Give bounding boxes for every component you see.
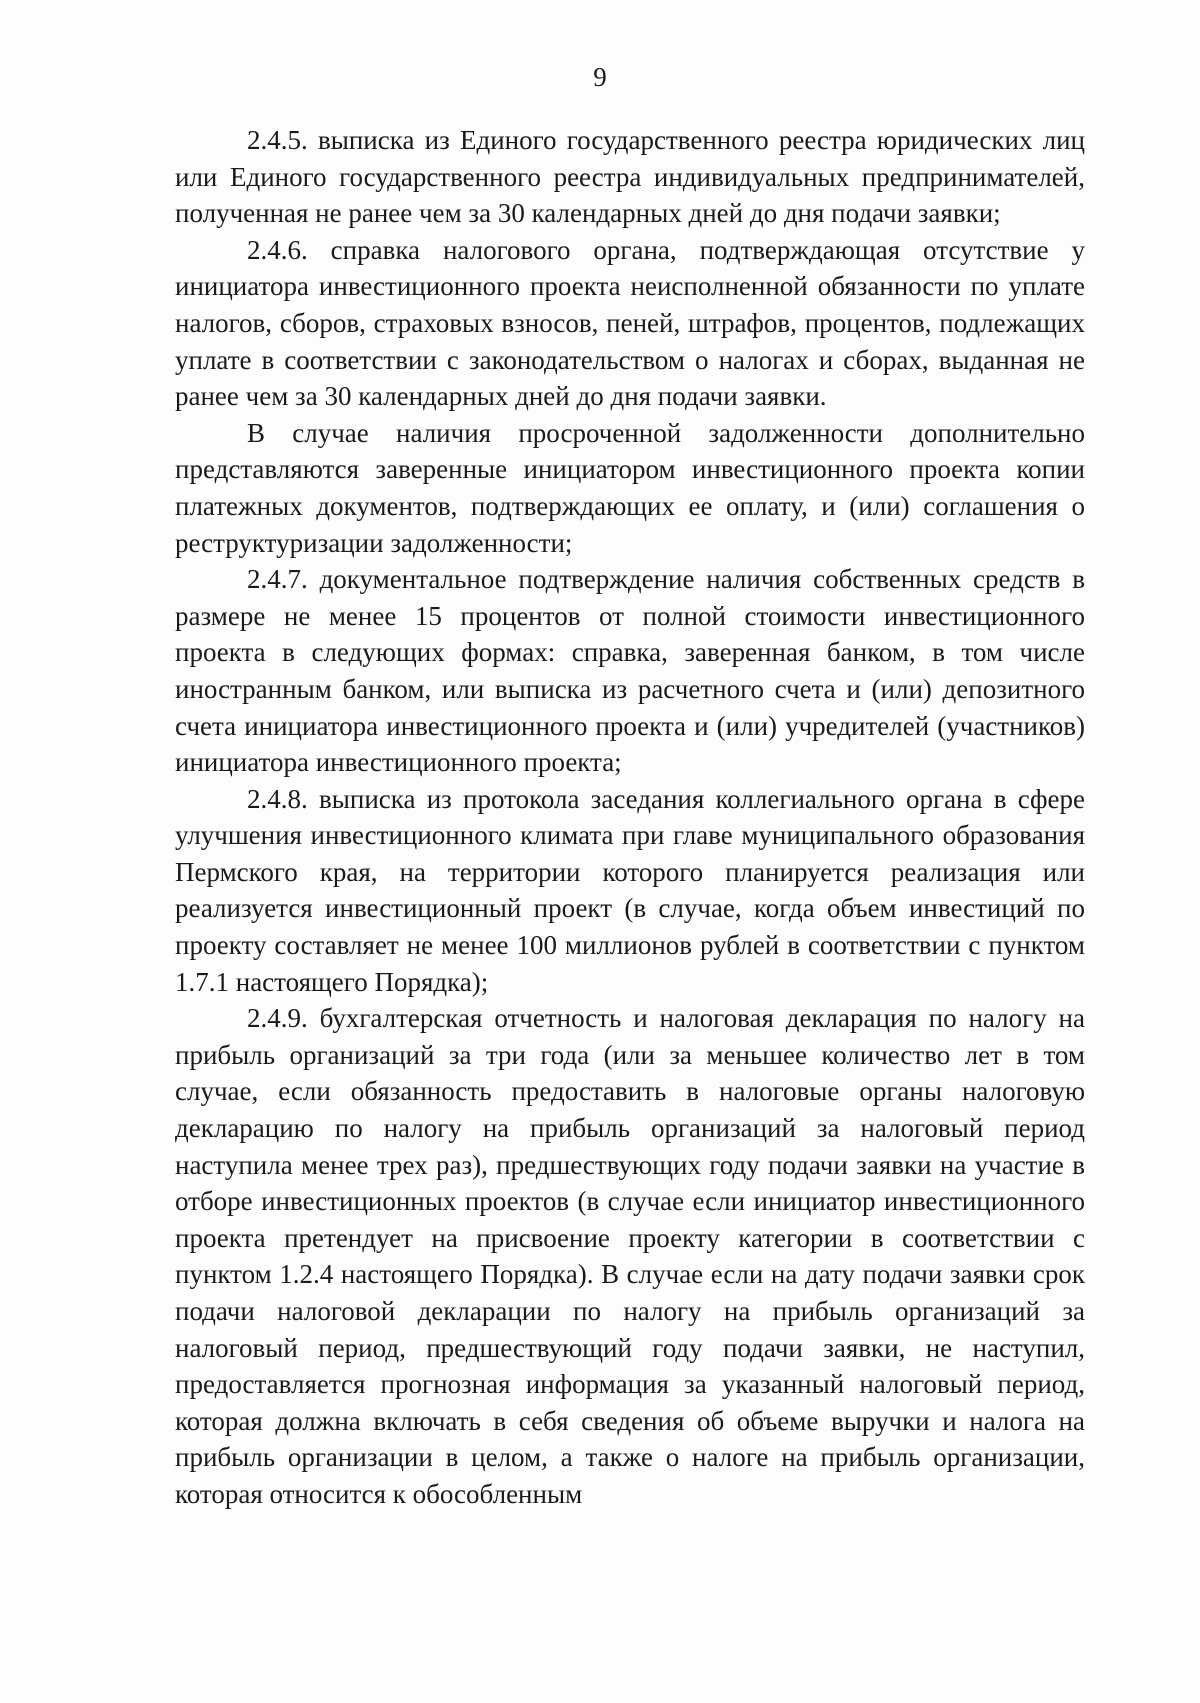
paragraph-2-4-6: 2.4.6. справка налогового органа, подтверждающая отсутствие у инициатора инвестиционного проекта неисполненной обязанности по уплате налогов, сборов, страховых взносов, пеней, штрафов, процентов, подлежащих уплате в соответствии с законодательством о налогах и сборах, выданная не ранее чем за 30 календарных дней до дня подачи заявки. — [175, 234, 1085, 412]
paragraph-2-4-7: 2.4.7. документальное подтверждение наличия собственных средств в размере не менее 15 процентов от полной стоимости инвестиционного проекта в следующих формах: справка, заверенная банком, в том числе иностранным банком, или выписка из расчетного счета и (или) депозитного счета инициатора инвестиционного проекта и (или) учредителей (участников) инициатора инвестиционного проекта; — [175, 564, 1085, 778]
page-number: 9 — [593, 62, 607, 92]
paragraph-2-4-8: 2.4.8. выписка из протокола заседания коллегиального органа в сфере улучшения инвестиционного климата при главе муниципального образования Пермского края, на территории которого планируется реализация или реализуется инвестиционный проект (в случае, когда объем инвестиций по проекту составляет не менее 100 миллионов рублей в соответствии с пунктом 1.7.1 настоящего Порядка); — [175, 783, 1085, 997]
paragraph-overdue-debt: В случае наличия просроченной задолженности дополнительно представляются заверенные инициатором инвестиционного проекта копии платежных документов, подтверждающих ее оплату, и (или) соглашения о реструктуризации задолженности; — [175, 417, 1085, 558]
paragraph-2-4-5: 2.4.5. выписка из Единого государственного реестра юридических лиц или Единого государственного реестра индивидуальных предпринимателей, полученная не ранее чем за 30 календарных дней до дня подачи заявки; — [175, 125, 1085, 229]
document-body — [175, 122, 1085, 1513]
paragraph-2-4-9: 2.4.9. бухгалтерская отчетность и налоговая декларация по налогу на прибыль организаций за три года (или за меньшее количество лет в том случае, если обязанность предоставить в налоговые органы налоговую декларацию по налогу на прибыль организаций за налоговый период наступила менее трех раз), предшествующих году подачи заявки на участие в отборе инвестиционных проектов (в случае если инициатор инвестиционного проекта претендует на присвоение проекту категории в соответствии с пунктом 1.2.4 настоящего Порядка). В случае если на дату подачи заявки срок подачи налоговой декларации по налогу на прибыль организаций за налоговый период, предшествующий году подачи заявки, не наступил, предоставляется прогнозная информация за указанный налоговый период, которая должна включать в себя сведения об объеме выручки и налога на прибыль организации в целом, а также о налоге на прибыль организации, которая относится к обособленным — [175, 1003, 1085, 1509]
